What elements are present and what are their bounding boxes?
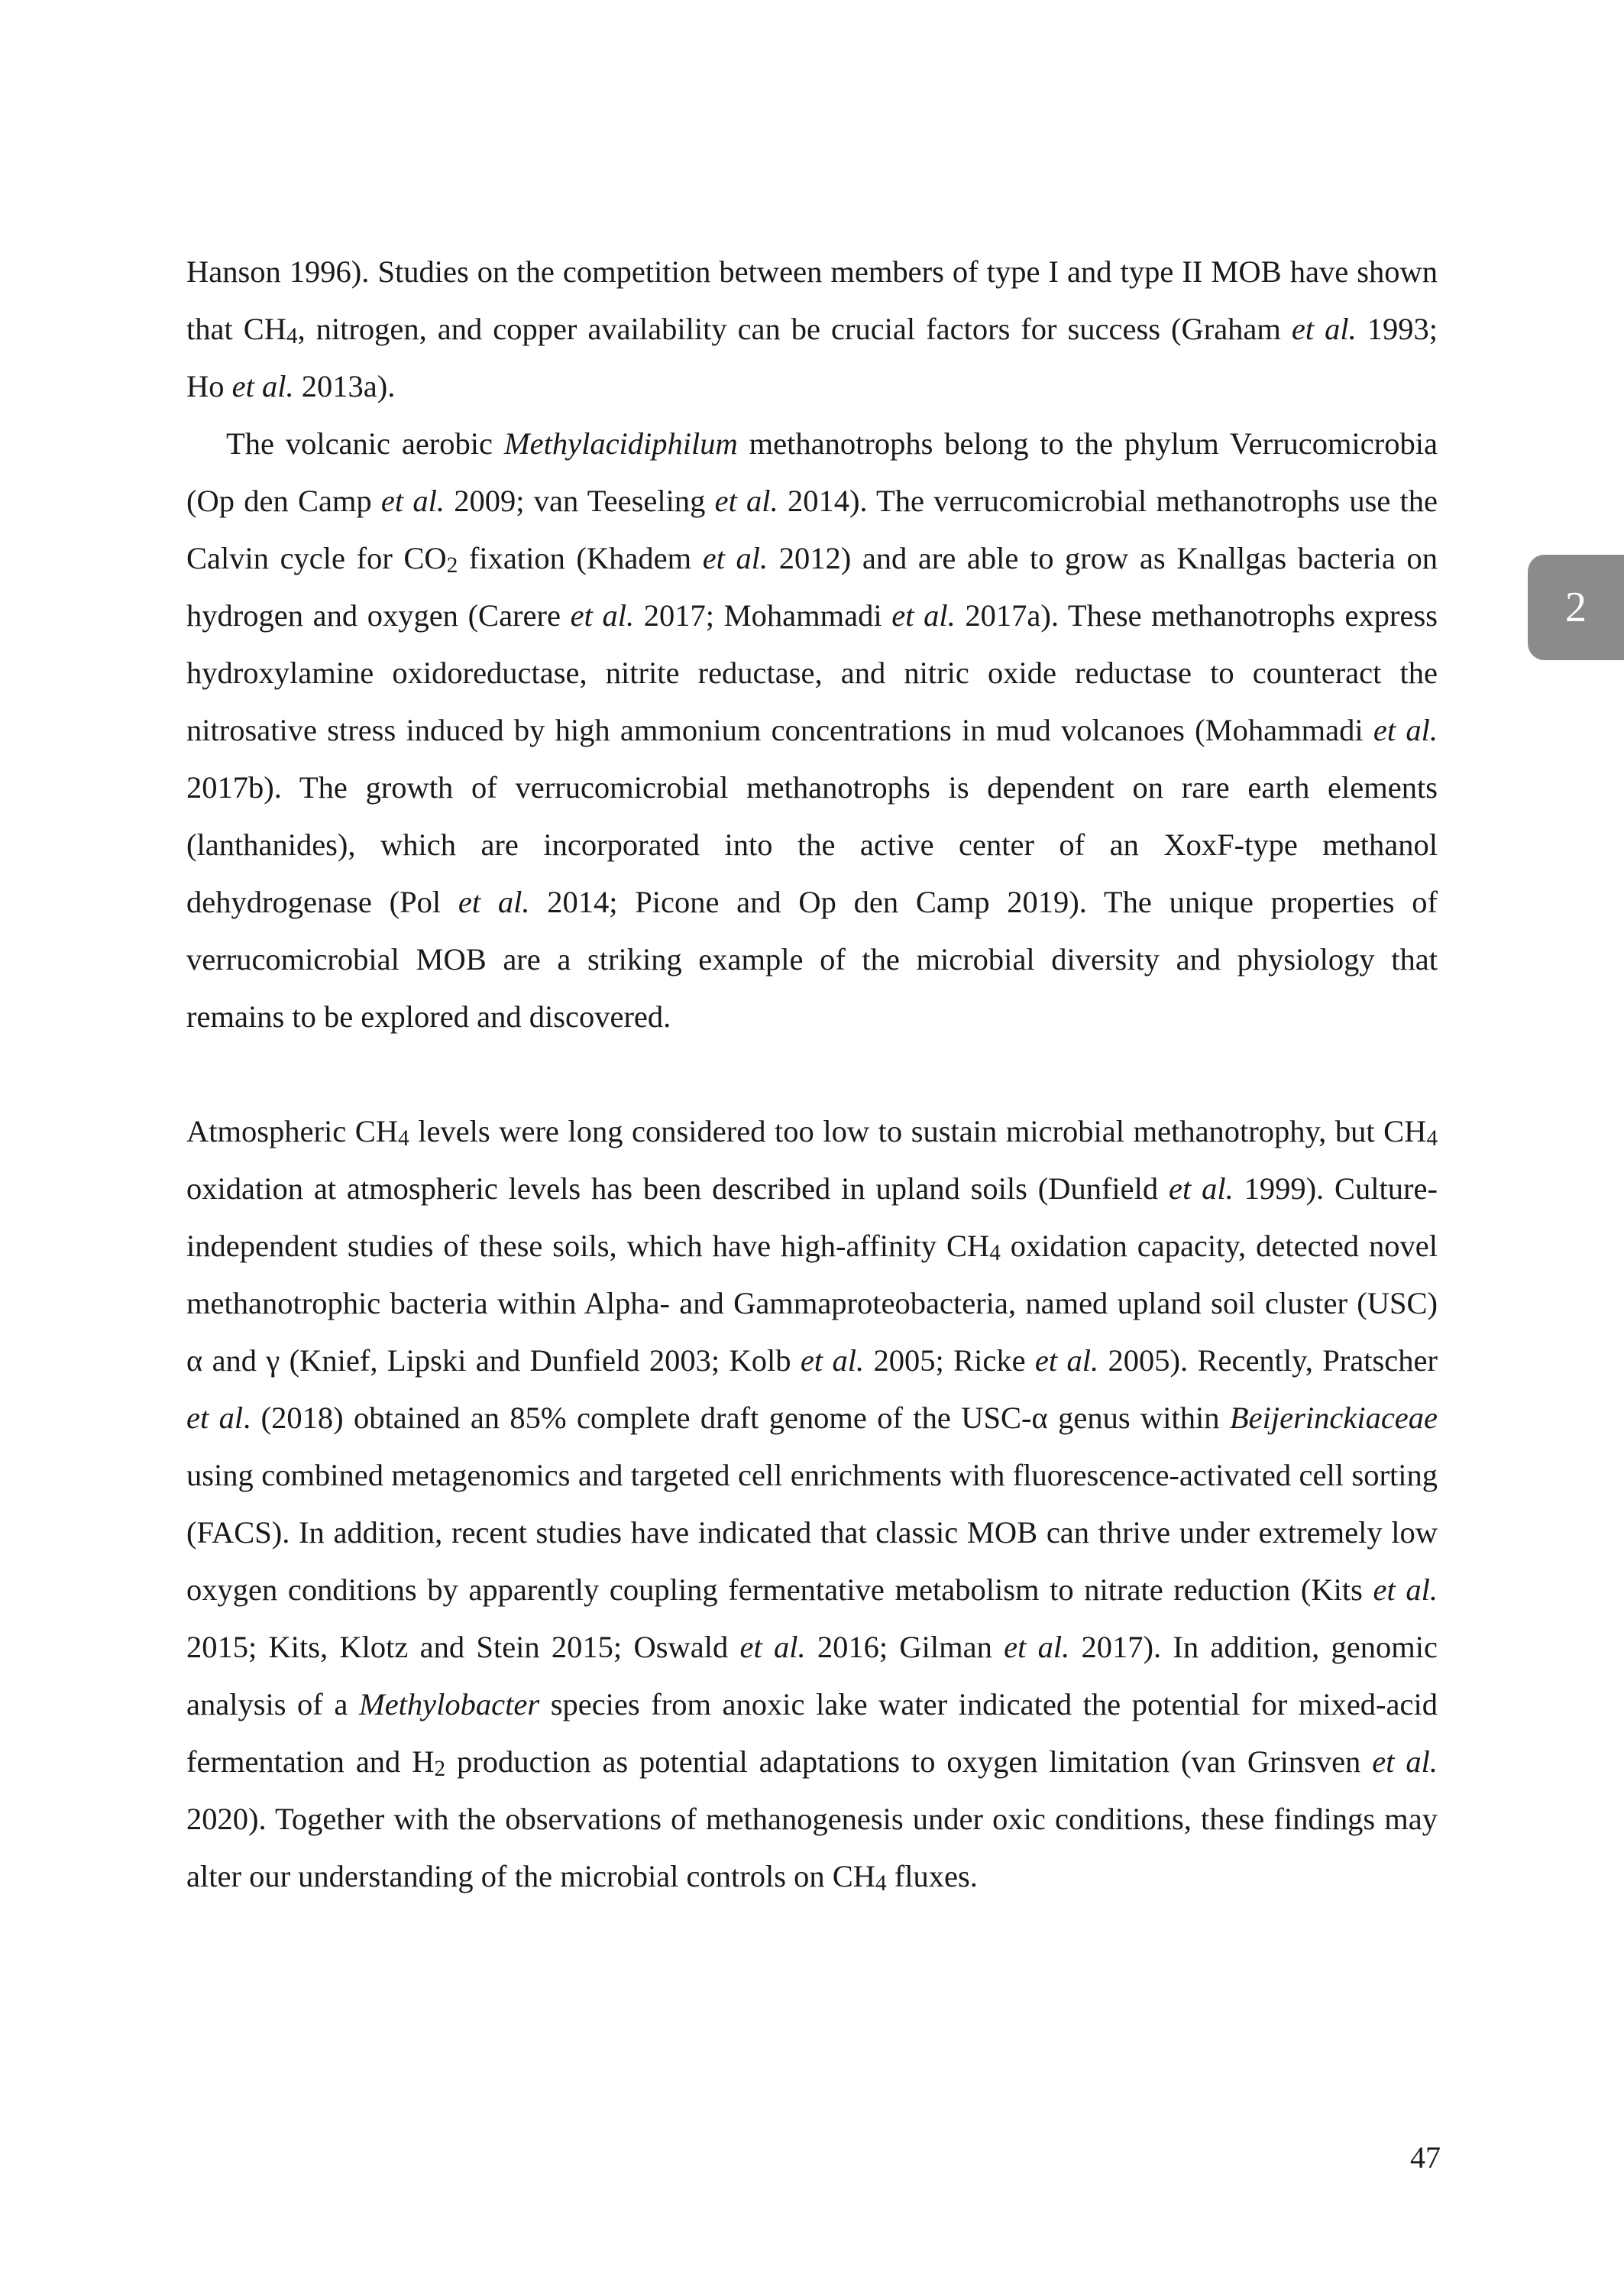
text-block-1 [186,243,1438,1045]
page-number: 47 [1410,2140,1441,2175]
chapter-number: 2 [1565,584,1587,631]
paragraph-verrucomicrobia: The volcanic aerobic Methylacidiphilum methanotrophs belong to the phylum Verrucomicrobia (Op den Camp et al. 2009; van Teeseling et al. 2014). The verrucomicrobial methanotrophs use the Calvin cycle for CO2 fixation (Khadem et al. 2012) and are able to grow as Knallgas bacteria on hydrogen and oxygen (Carere et al. 2017; Mohammadi et al. 2017a). These methanotrophs express hydroxylamine oxidoreductase, nitrite reductase, and nitric oxide reductase to counteract the nitrosative stress induced by high ammonium concentrations in mud volcanoes (Mohammadi et al. 2017b). The growth of verrucomicrobial methanotrophs is dependent on rare earth elements (lanthanides), which are incorporated into the active center of an XoxF-type methanol dehydrogenase (Pol et al. 2014; Picone and Op den Camp 2019). The unique properties of verrucomicrobial MOB are a striking example of the microbial diversity and physiology that remains to be explored and discovered. [186,426,1438,1034]
paragraph-atmospheric-methane: Atmospheric CH4 levels were long considered too low to sustain microbial methanotrophy, but CH4 oxidation at atmospheric levels has been described in upland soils (Dunfield et al. 1999). Culture-independent studies of these soils, which have high-affinity CH4 oxidation capacity, detected novel methanotrophic bacteria within Alpha- and Gammaproteobacteria, named upland soil cluster (USC) α and γ (Knief, Lipski and Dunfield 2003; Kolb et al. 2005; Ricke et al. 2005). Recently, Pratscher et al. (2018) obtained an 85% complete draft genome of the USC-α genus within Beijerinckiaceae using combined metagenomics and targeted cell enrichments with fluorescence-activated cell sorting (FACS). In addition, recent studies have indicated that classic MOB can thrive under extremely low oxygen conditions by apparently coupling fermentative metabolism to nitrate reduction (Kits et al. 2015; Kits, Klotz and Stein 2015; Oswald et al. 2016; Gilman et al. 2017). In addition, genomic analysis of a Methylobacter species from anoxic lake water indicated the potential for mixed-acid fermentation and H2 production as potential adaptations to oxygen limitation (van Grinsven et al. 2020). Together with the observations of methanogenesis under oxic conditions, these findings may alter our understanding of the microbial controls on CH4 fluxes. [186,1114,1438,1896]
paragraph-continuation: Hanson 1996). Studies on the competition between members of type I and type II MOB have shown that CH4, nitrogen, and copper availability can be crucial factors for success (Graham et al. 1993; Ho et al. 2013a). [186,254,1438,403]
chapter-tab [1528,555,1624,660]
text-block-2 [186,1103,1438,1905]
